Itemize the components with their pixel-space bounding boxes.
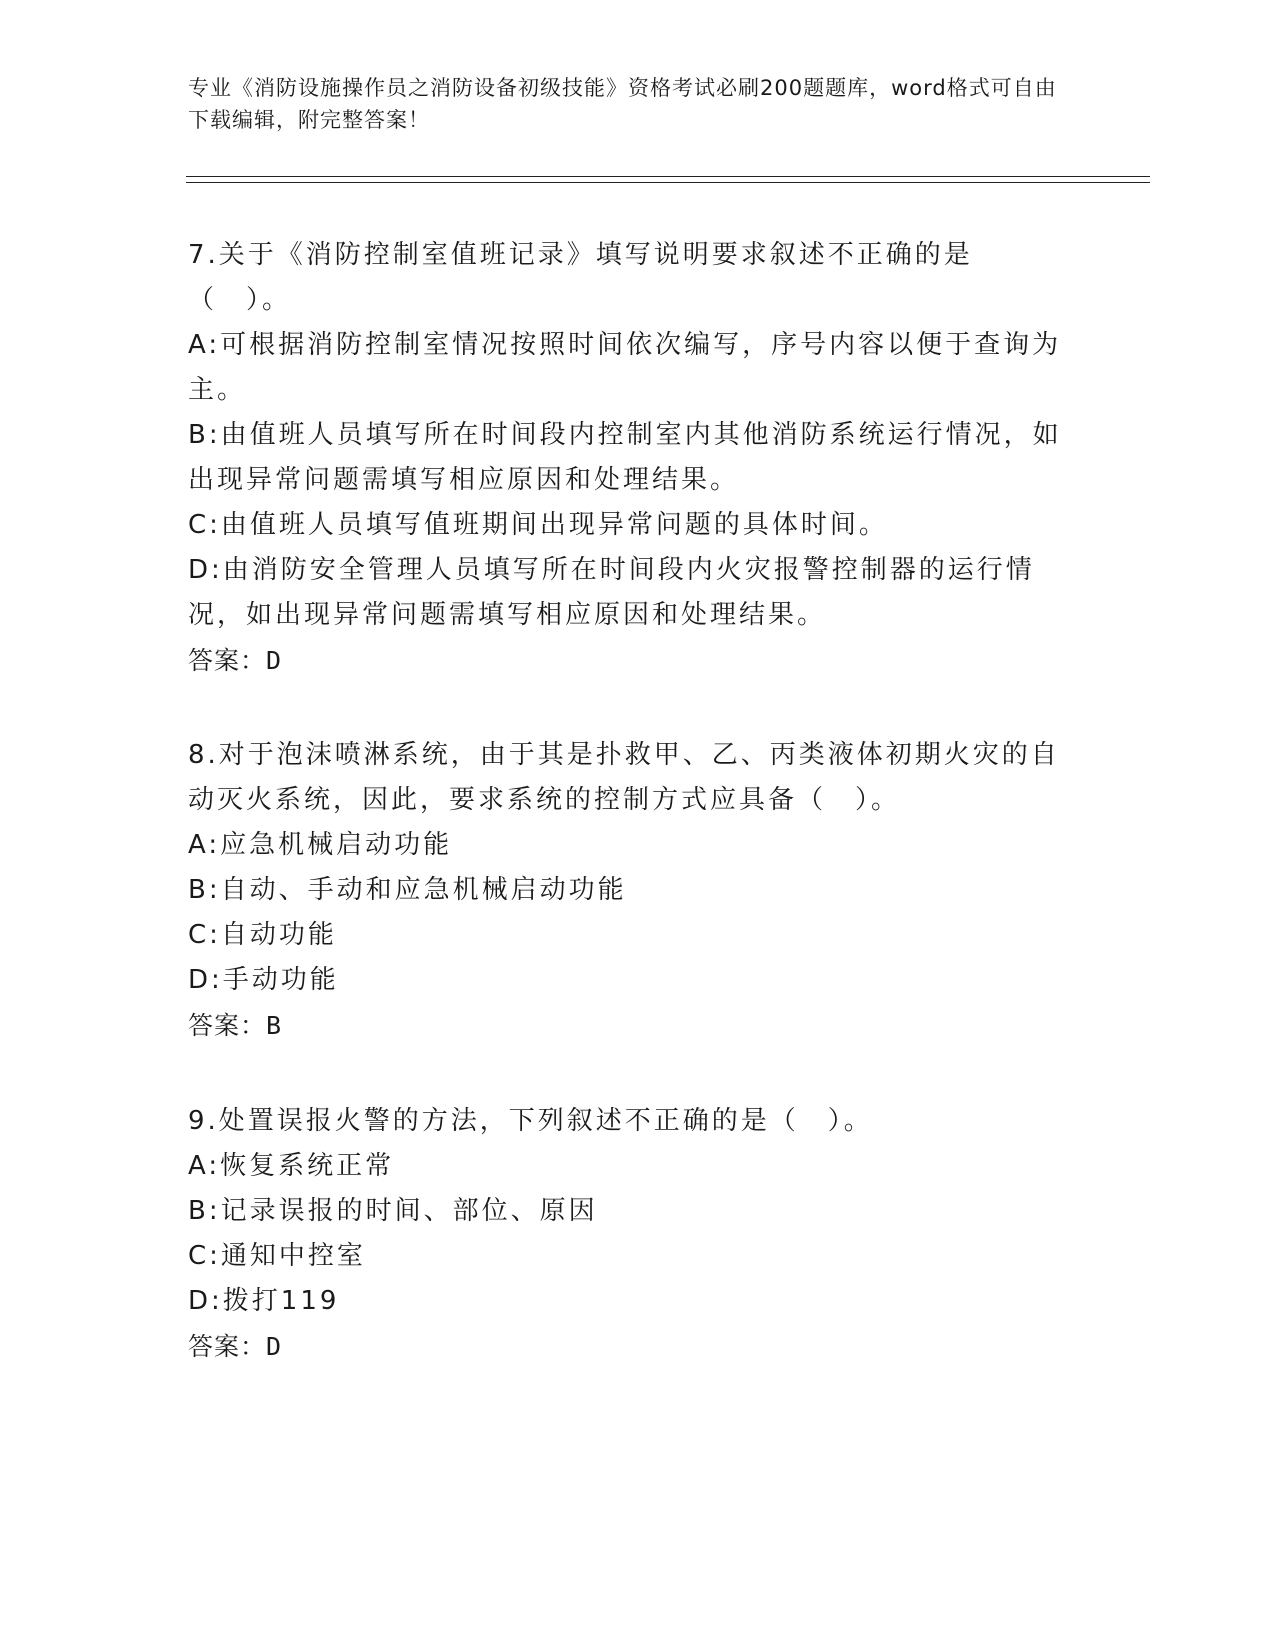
option-d: D:由消防安全管理人员填写所在时间段内火灾报警控制器的运行情况，如出现异常问题需填写相应原因和处理结果。 <box>188 555 1035 630</box>
question-stem: 9.处置误报火警的方法，下列叙述不正确的是（ ）。 <box>188 1106 873 1136</box>
header-divider-top <box>186 176 1150 177</box>
answer-label: 答案： <box>188 646 267 675</box>
answer-label: 答案： <box>188 1332 267 1361</box>
document-header: 专业《消防设施操作员之消防设备初级技能》资格考试必刷200题题库，word格式可自由下载编辑，附完整答案！ <box>188 76 1057 132</box>
option-b: B:由值班人员填写所在时间段内控制室内其他消防系统运行情况，如出现异常问题需填写相应原因和处理结果。 <box>188 420 1062 495</box>
answer-value: D <box>266 646 283 675</box>
question-9 <box>188 1099 1068 1369</box>
option-b: B:记录误报的时间、部位、原因 <box>188 1196 598 1226</box>
option-a: A:恢复系统正常 <box>188 1151 395 1181</box>
option-c: C:由值班人员填写值班期间出现异常问题的具体时间。 <box>188 510 888 540</box>
answer-line <box>188 1324 1068 1369</box>
answer-line <box>188 638 1068 683</box>
question-7 <box>188 233 1068 683</box>
option-a: A:可根据消防控制室情况按照时间依次编写，序号内容以便于查询为主。 <box>188 330 1062 405</box>
answer-line <box>188 1003 1068 1048</box>
option-a: A:应急机械启动功能 <box>188 830 453 860</box>
header-divider-bottom <box>186 182 1150 183</box>
answer-value: D <box>266 1332 283 1361</box>
answer-label: 答案： <box>188 1011 267 1040</box>
answer-value: B <box>266 1011 283 1040</box>
question-stem: 8.对于泡沫喷淋系统，由于其是扑救甲、乙、丙类液体初期火灾的自动灭火系统，因此，要求系统的控制方式应具备（ ）。 <box>188 740 1060 815</box>
option-c: C:自动功能 <box>188 920 337 950</box>
question-8 <box>188 733 1068 1048</box>
option-d: D:拨打119 <box>188 1286 340 1316</box>
question-stem: 7.关于《消防控制室值班记录》填写说明要求叙述不正确的是（ ）。 <box>188 240 973 315</box>
option-c: C:通知中控室 <box>188 1241 366 1271</box>
option-b: B:自动、手动和应急机械启动功能 <box>188 875 627 905</box>
option-d: D:手动功能 <box>188 965 339 995</box>
